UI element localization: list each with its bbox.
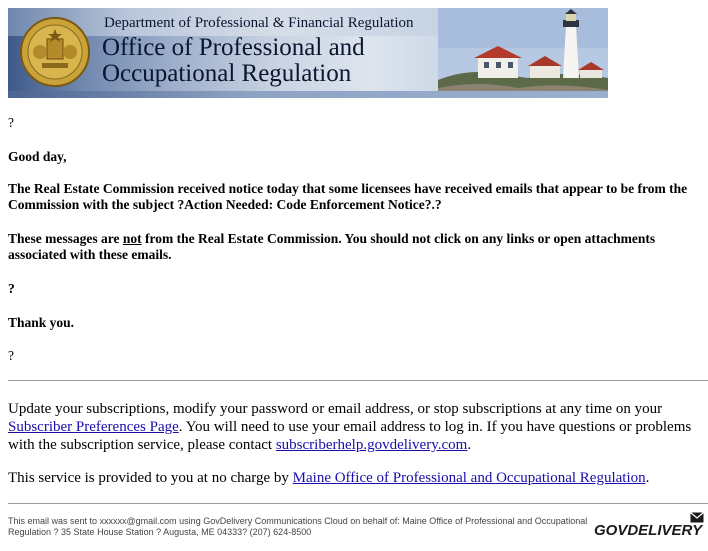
divider [8,503,708,504]
subscription-text-middle: . You will need to use your email address to log in. If you have questions or problems with the subscription service, please contact [8,419,692,453]
sign-off: Thank you. [8,315,75,330]
office-name-line2: Occupational Regulation [102,60,352,87]
notice-paragraph: The Real Estate Commission received notice today that some licensees have received emails that appear to be from the Commission with the subject ?Action Needed: Code Enforcement Notice?.? [8,181,688,212]
subscriber-preferences-link[interactable]: Subscriber Preferences Page [8,419,179,435]
footer-text: This email was sent to xxxxxx@gmail.com using GovDelivery Communications Cloud on behalf of: Maine Office of Professional and Occupational Regulation ? 35 State House Station ? Augusta, ME 04333? (207) 624-8500 [8,516,588,537]
office-name-line1: Office of Professional and [102,34,365,61]
maine-state-seal-icon [20,17,90,87]
divider [8,380,708,381]
banner-bottom-band [8,91,608,98]
envelope-icon [690,512,704,523]
header-banner [8,8,608,98]
greeting: Good day, [8,149,67,164]
subscription-text-start: Update your subscriptions, modify your password or email address, or stop subscriptions at any time on your [8,401,663,417]
subscriber-help-link[interactable]: subscriberhelp.govdelivery.com [275,437,468,453]
stray-question-mark: ? [8,115,14,130]
stray-question-mark: ? [8,348,14,363]
service-text-end: . [645,470,650,486]
department-name: Department of Professional & Financial Regulation [104,15,414,31]
subscription-text-end: . [467,437,472,453]
service-notice [8,469,708,487]
subscription-notice [8,400,708,454]
warning-emphasis: not [122,231,142,246]
warning-text-start: These messages are [8,231,123,246]
office-name [102,35,365,87]
warning-text-end: from the Real Estate Commission. You should not click on any links or open attachments associated with these emails. [8,231,656,262]
stray-question-mark: ? [8,281,15,296]
govdelivery-logo[interactable] [594,512,706,542]
service-text-start: This service is provided to you at no charge by [8,470,293,486]
warning-paragraph [8,231,698,263]
govdelivery-logo-text: GOVDELIVERY [594,522,703,539]
maine-oopr-link[interactable]: Maine Office of Professional and Occupational Regulation [292,470,646,486]
lighthouse-icon [438,8,608,98]
